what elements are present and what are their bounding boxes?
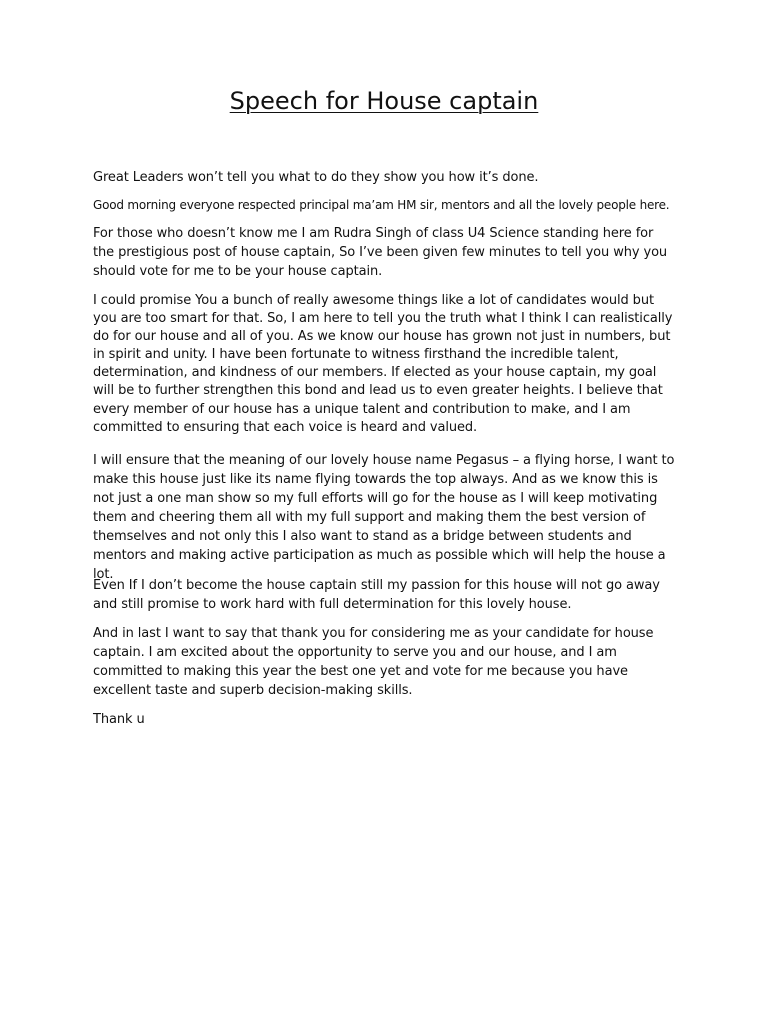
page-title-text: Speech for House captain [229,87,539,115]
paragraph-introduction: For those who doesn’t know me I am Rudra Singh of class U4 Science standing here for the prestigious post of house captain, So I’ve been given few minutes to tell you why you should vote for me to be your house captain. [93,226,668,279]
paragraph-commitment: Even If I don’t become the house captain still my passion for this house will not go away and still promise to work hard with full determination for this lovely house. [93,578,660,612]
paragraph-house-vision: I will ensure that the meaning of our lovely house name Pegasus – a flying horse, I want to make this house just like its name flying towards the top always. And as we know this is not just a one man show so my full efforts will go for the house as I will keep motivating them and cheering them all with my full support and making them the best version of themselves and not only this I also want to stand as a bridge between students and mentors and making active participation as much as possible which will help the house a lot. [93,453,675,582]
page-title [0,86,768,116]
paragraph-greeting: Good morning everyone respected principal ma’am HM sir, mentors and all the lovely people here. [93,198,670,212]
paragraph-opening-quote: Great Leaders won’t tell you what to do they show you how it’s done. [93,170,539,185]
paragraph-closing: And in last I want to say that thank you for considering me as your candidate for house captain. I am excited about the opportunity to serve you and our house, and I am committed to making this year the best one yet and vote for me because you have excellent taste and superb decision-making skills. [93,626,654,698]
paragraph-promises: I could promise You a bunch of really awesome things like a lot of candidates would but you are too smart for that. So, I am here to tell you the truth what I think I can realistically do for our house and all of you. As we know our house has grown not just in numbers, but in spirit and unity. I have been fortunate to witness firsthand the incredible talent, determination, and kindness of our members. If elected as your house captain, my goal will be to further strengthen this bond and lead us to even greater heights. I believe that every member of our house has a unique talent and contribution to make, and I am committed to ensuring that each voice is heard and valued. [93,293,673,435]
paragraph-thanks: Thank u [93,712,145,727]
